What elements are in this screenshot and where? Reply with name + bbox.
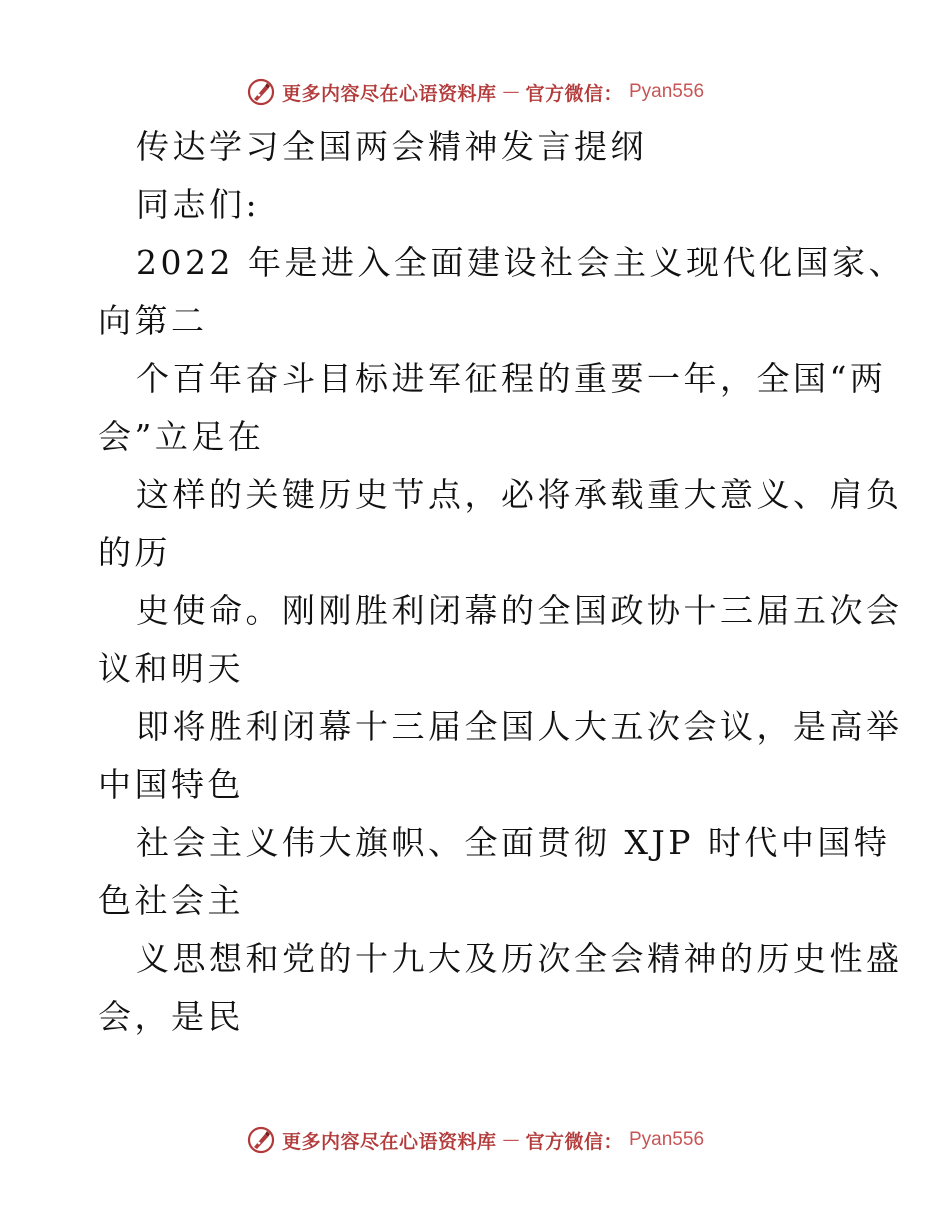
text-line: 中国特色 (98, 765, 244, 804)
text-line: 社会主义伟大旗帜、全面贯彻 XJP 时代中国特 (136, 823, 891, 862)
text-line: 2022 年是进入全面建设社会主义现代化国家、 (136, 243, 905, 282)
brand-text: 更多内容尽在心语资料库 (281, 82, 497, 105)
fountain-pen-logo-icon (246, 1125, 276, 1155)
text-line: 色社会主 (98, 881, 244, 920)
contact-id: Pyan556 (629, 1129, 705, 1150)
text-line: 向第二 (98, 301, 208, 340)
brand-text: 更多内容尽在心语资料库 (281, 1130, 497, 1153)
banner-separator: — (502, 82, 520, 102)
text-line: 义思想和党的十九大及历次全会精神的历史性盛 (136, 939, 903, 978)
text-line: 的历 (98, 533, 171, 572)
text-line: 会”立足在 (98, 417, 265, 456)
salutation: 同志们: (136, 185, 261, 224)
footer-watermark-banner (0, 1120, 950, 1160)
text-line: 史使命。刚刚胜利闭幕的全国政协十三届五次会 (136, 591, 903, 630)
text-line: 这样的关键历史节点，必将承载重大意义、肩负 (136, 475, 903, 514)
fountain-pen-logo-icon (246, 77, 276, 107)
contact-label: 官方微信： (525, 1130, 623, 1153)
contact-id: Pyan556 (629, 81, 705, 102)
document-title: 传达学习全国两会精神发言提纲 (136, 127, 647, 166)
text-line: 会，是民 (98, 997, 244, 1036)
text-line: 个百年奋斗目标进军征程的重要一年，全国“两 (136, 359, 887, 398)
contact-label: 官方微信： (525, 82, 623, 105)
text-line: 议和明天 (98, 649, 244, 688)
header-watermark-banner (0, 72, 950, 112)
text-line: 即将胜利闭幕十三届全国人大五次会议，是高举 (136, 707, 903, 746)
document-body (98, 118, 905, 1046)
banner-separator: — (502, 1130, 520, 1150)
